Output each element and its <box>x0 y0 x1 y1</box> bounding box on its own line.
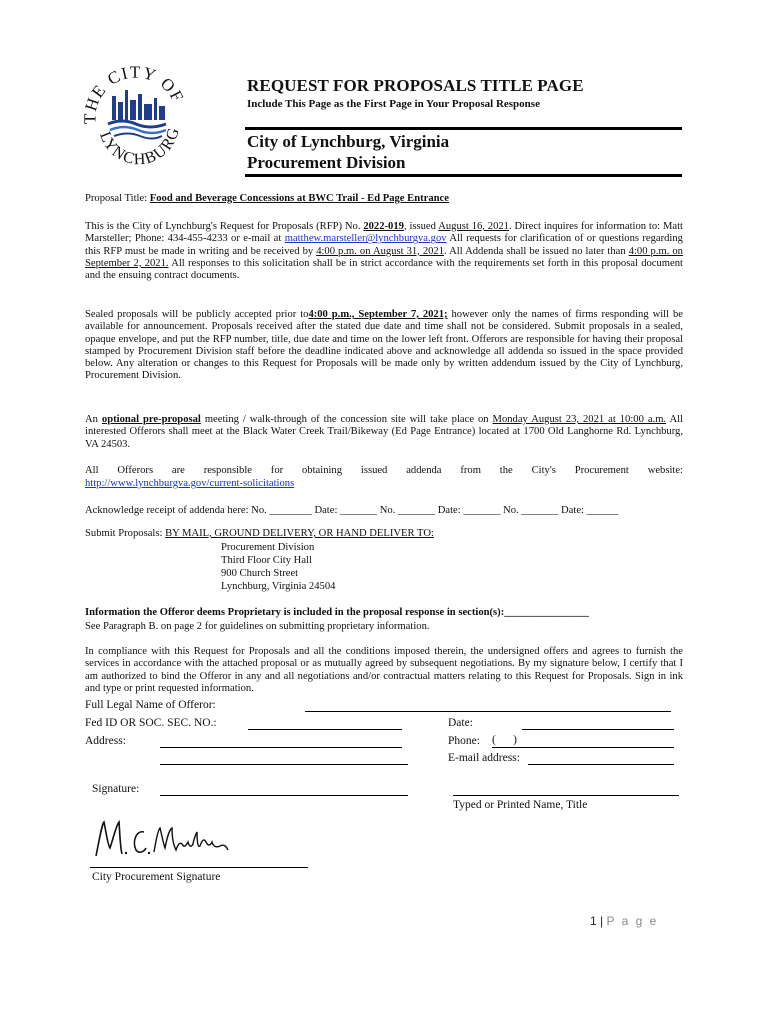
page-word: P a g e <box>606 914 659 928</box>
issued-date: August 16, 2021 <box>438 221 509 232</box>
address-line-2: Third Floor City Hall <box>221 555 312 566</box>
text: , issued <box>403 221 439 232</box>
text: meeting / walk-through of the concession site will take place on <box>200 414 493 425</box>
contact-email-link[interactable]: matthew.marsteller@lynchburgva.gov <box>284 233 447 245</box>
address-line-3: 900 Church Street <box>221 568 299 579</box>
questions-deadline: 4:00 p.m. on August 31, 2021 <box>316 245 445 257</box>
email-label: E-mail address: <box>448 752 520 764</box>
division-name: Procurement Division <box>247 153 406 172</box>
meeting-date: Monday August 23, 2021 at 10:00 a.m. <box>492 414 667 425</box>
submit-label: Submit Proposals: <box>85 528 166 539</box>
phone-area-code: ( ) <box>492 734 517 746</box>
pre-proposal-paragraph <box>85 414 683 451</box>
text: This is the City of Lynchburg's Request for Proposals (RFP) No. <box>85 221 364 232</box>
page-subtitle: Include This Page as the First Page in Your Proposal Response <box>247 98 540 110</box>
signature-field[interactable] <box>160 795 408 796</box>
typed-name-label: Typed or Printed Name, Title <box>453 799 588 811</box>
submit-method: BY MAIL, GROUND DELIVERY, OR HAND DELIVER TO: <box>165 528 434 539</box>
address-label: Address: <box>85 735 126 747</box>
text: All responses to this solicitation shall be in strict accordance with the requirements set forth in this proposal document and the ensuing contract documents. <box>85 257 683 282</box>
page-title: REQUEST FOR PROPOSALS TITLE PAGE <box>247 76 584 95</box>
address-line-1: Procurement Division <box>221 542 315 553</box>
city-signature-line <box>90 867 308 868</box>
proposal-title-line <box>85 193 683 205</box>
text: . All Addenda shall be issued no later than <box>444 245 629 257</box>
city-signature-label: City Procurement Signature <box>92 871 221 883</box>
date-field[interactable] <box>522 729 674 730</box>
address-line-4: Lynchburg, Virginia 24504 <box>221 581 336 592</box>
legal-name-label: Full Legal Name of Offeror: <box>85 699 216 711</box>
solicitations-link[interactable]: http://www.lynchburgva.gov/current-solicitations <box>85 478 295 489</box>
optional-label: optional pre-proposal <box>101 414 201 425</box>
rfp-intro-paragraph <box>85 221 683 282</box>
addenda-website-text: All Offerors are responsible for obtaining issued addenda from the City's Procurement website: <box>85 465 683 476</box>
addenda-deadline: 4:00 p.m. on September 2, 2021. <box>85 245 683 269</box>
legal-name-field[interactable] <box>305 711 671 712</box>
submit-proposals-line <box>85 528 683 540</box>
proposal-deadline: 4:00 p.m., September 7, 2021; <box>308 309 448 320</box>
date-label: Date: <box>448 717 473 729</box>
compliance-paragraph: In compliance with this Request for Proposals and all the conditions imposed therein, the undersigned offers and agrees to furnish the services in accordance with the attached proposal or as mutually agreed by subsequent negotiations. By my signature below, I certify that I am authorized to bind the Offeror in any and all negotiations and/or contractual matters relating to this Request for Proposals. Sign in ink and type or print requested information. <box>85 646 683 694</box>
page-number: 1 <box>590 914 597 928</box>
email-field[interactable] <box>528 764 674 765</box>
page-footer <box>590 914 658 928</box>
svg-text:THE CITY OF: THE CITY OF <box>82 62 188 125</box>
header-rule-top <box>245 127 682 130</box>
fed-id-field[interactable] <box>248 729 402 730</box>
phone-label: Phone: <box>448 735 480 747</box>
text: All requests for clarification of or questions regarding this RFP must be made in writing and be received by <box>85 233 683 257</box>
city-logo <box>82 62 190 172</box>
addenda-website-line <box>85 478 683 490</box>
text: . Direct inquires for information to: Matt Marsteller; Phone: 434-455-4233 or e-mail at <box>85 221 683 245</box>
header-rule-bottom <box>245 174 682 177</box>
proprietary-sections-field[interactable]: Information the Offeror deems Proprietary is included in the proposal response in section(s):________________ <box>85 607 589 618</box>
city-handwritten-signature <box>92 816 232 864</box>
proposal-title-value: Food and Beverage Concessions at BWC Trail - Ed Page Entrance <box>149 193 449 204</box>
fed-id-label: Fed ID OR SOC. SEC. NO.: <box>85 717 217 729</box>
address-field-1[interactable] <box>160 747 402 748</box>
phone-field[interactable] <box>492 747 674 748</box>
typed-name-field[interactable] <box>453 795 679 796</box>
proprietary-note: See Paragraph B. on page 2 for guidelines on submitting proprietary information. <box>85 621 430 632</box>
text: All interested Offerors shall meet at the Black Water Creek Trail/Bikeway (Ed Page Entrance) located at 1700 Old Langhorne Rd. Lynchburg, VA 24503. <box>85 414 684 450</box>
text: Sealed proposals will be publicly accepted prior to <box>85 309 309 320</box>
addenda-acknowledgement: Acknowledge receipt of addenda here: No. ________ Date: _______ No. _______ Date: _______ No. _______ Date: ______ <box>85 505 619 516</box>
signature-label: Signature: <box>92 783 140 795</box>
svg-text:LYNCHBURG: LYNCHBURG <box>95 124 183 169</box>
text: however only the names of firms responding will be available for announcement. Proposals received after the stated due date and time shall not be considered. Submit proposals in a sealed, opaque envelope, and put the RFP number, title, due date and time on the lower left front. Offerors are responsible for having their proposal stamped by Procurement Division staff before the deadline indicated above and acknowledge all addenda so issued in the space provided below. Any alteration or changes to this Request for Proposals will be made only by written addendum issued by the City of Lynchburg, Procurement Division. <box>85 309 683 382</box>
sealed-proposals-paragraph <box>85 309 683 383</box>
page-separator: | <box>596 914 607 928</box>
text: An <box>85 414 102 425</box>
rfp-number: 2022-019 <box>363 221 404 232</box>
city-name: City of Lynchburg, Virginia <box>247 132 450 151</box>
address-field-2[interactable] <box>160 764 408 765</box>
proposal-title-label: Proposal Title: <box>85 193 150 204</box>
